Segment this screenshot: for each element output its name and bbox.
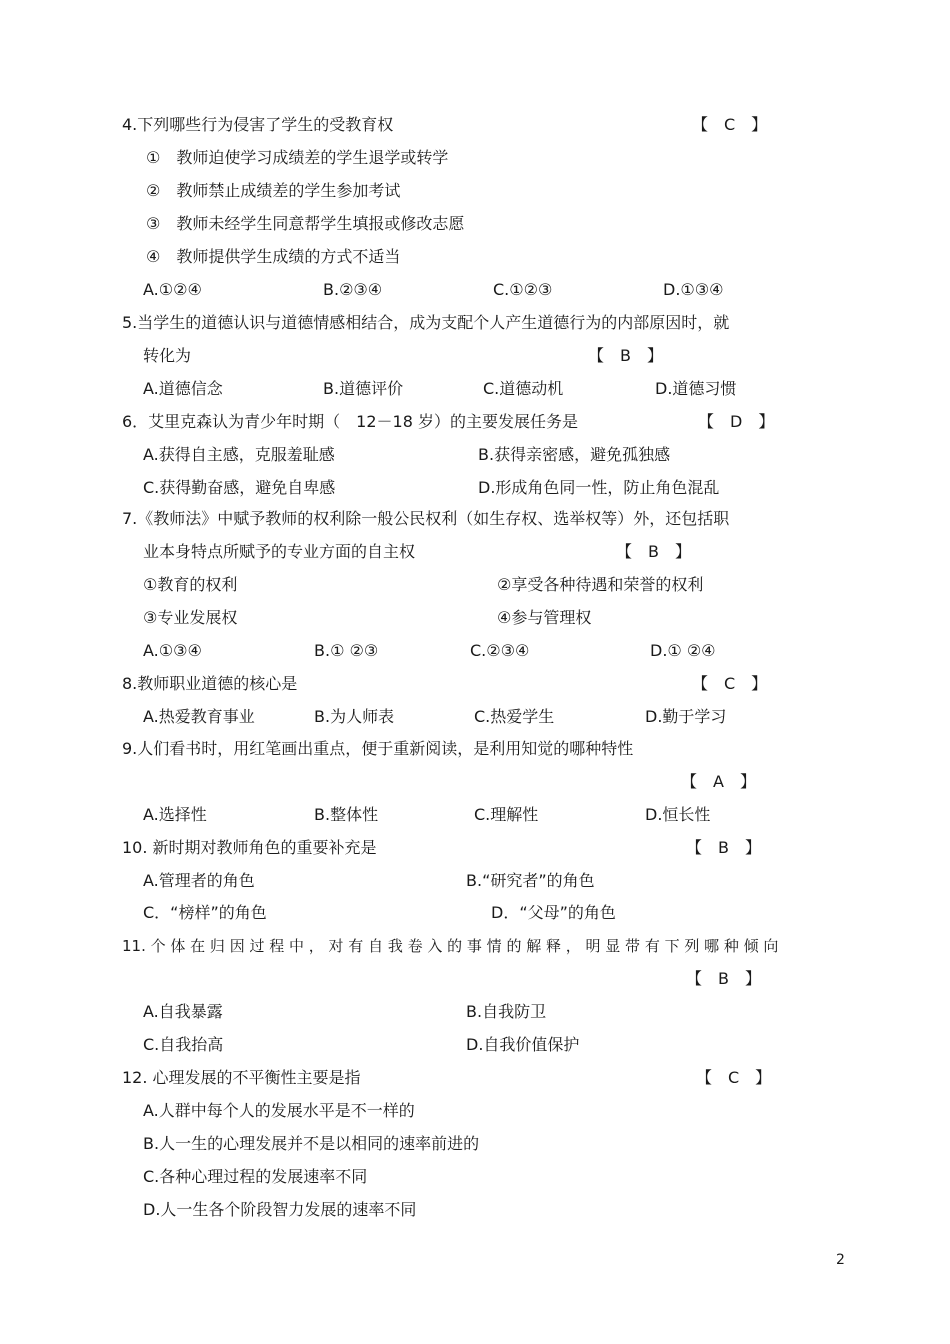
q12-option-a: A.人群中每个人的发展水平是不一样的 — [143, 1101, 415, 1120]
q10-option-b: B.“研究者”的角色 — [466, 871, 595, 890]
q5-answer: 【 B 】 — [588, 346, 663, 365]
q5-option-a: A.道德信念 — [143, 379, 223, 398]
q5-option-d: D.道德习惯 — [655, 379, 737, 398]
q11-option-d: D.自我价值保护 — [466, 1035, 580, 1054]
q4-answer: 【 C 】 — [692, 115, 768, 134]
q8-stem: 8.教师职业道德的核心是 — [122, 674, 298, 693]
q12-option-c: C.各种心理过程的发展速率不同 — [143, 1167, 368, 1186]
page-number: 2 — [836, 1252, 845, 1268]
q10-option-d: D．“父母”的角色 — [491, 903, 616, 922]
q10-stem: 10. 新时期对教师角色的重要补充是 — [122, 838, 377, 857]
q8-option-d: D.勤于学习 — [645, 707, 727, 726]
q5-option-b: B.道德评价 — [323, 379, 404, 398]
q6-option-a: A.获得自主感，克服羞耻感 — [143, 445, 335, 464]
q11-option-a: A.自我暴露 — [143, 1002, 223, 1021]
q7-option-b: B.① ②③ — [314, 641, 379, 660]
q7-item: ③专业发展权 — [143, 608, 238, 627]
q9-stem: 9.人们看书时，用红笔画出重点，便于重新阅读，是利用知觉的哪种特性 — [122, 739, 634, 758]
q10-option-c: C．“榜样”的角色 — [143, 903, 267, 922]
q11-option-c: C.自我抬高 — [143, 1035, 224, 1054]
q4-item: ④ 教师提供学生成绩的方式不适当 — [146, 247, 401, 266]
q11-answer: 【 B 】 — [686, 969, 761, 988]
q6-stem: 6．艾里克森认为青少年时期（ 12－18 岁）的主要发展任务是 — [122, 412, 578, 431]
q12-answer: 【 C 】 — [696, 1068, 772, 1087]
q4-option-c: C.①②③ — [493, 280, 553, 299]
q7-option-d: D.① ②④ — [650, 641, 716, 660]
q4-item: ① 教师迫使学习成绩差的学生退学或转学 — [146, 148, 449, 167]
q5-stem: 5.当学生的道德认识与道德情感相结合，成为支配个人产生道德行为的内部原因时，就 — [122, 313, 730, 332]
q7-item: ②享受各种待遇和荣誉的权利 — [497, 575, 704, 594]
q12-stem: 12. 心理发展的不平衡性主要是指 — [122, 1068, 361, 1087]
q7-item: ④参与管理权 — [497, 608, 592, 627]
q4-option-a: A.①②④ — [143, 280, 202, 299]
q4-option-d: D.①③④ — [663, 280, 724, 299]
q7-stem: 7.《教师法》中赋予教师的权利除一般公民权利（如生存权、选举权等）外，还包括职 — [122, 509, 730, 528]
q9-option-a: A.选择性 — [143, 805, 207, 824]
q9-answer: 【 A 】 — [681, 772, 756, 791]
q12-option-b: B.人一生的心理发展并不是以相同的速率前进的 — [143, 1134, 480, 1153]
q11-option-b: B.自我防卫 — [466, 1002, 547, 1021]
q6-option-d: D.形成角色同一性，防止角色混乱 — [478, 478, 720, 497]
q9-option-d: D.恒长性 — [645, 805, 711, 824]
q7-stem-cont: 业本身特点所赋予的专业方面的自主权 — [143, 542, 416, 561]
q7-item: ①教育的权利 — [143, 575, 238, 594]
q7-answer: 【 B 】 — [616, 542, 691, 561]
q8-option-a: A.热爱教育事业 — [143, 707, 255, 726]
q4-stem: 4.下列哪些行为侵害了学生的受教育权 — [122, 115, 394, 134]
q8-answer: 【 C 】 — [692, 674, 768, 693]
q6-option-b: B.获得亲密感，避免孤独感 — [478, 445, 671, 464]
q4-item: ③ 教师未经学生同意帮学生填报或修改志愿 — [146, 214, 465, 233]
q6-option-c: C.获得勤奋感，避免自卑感 — [143, 478, 336, 497]
q9-option-c: C.理解性 — [474, 805, 539, 824]
q5-stem-cont: 转化为 — [143, 346, 192, 365]
q4-item: ② 教师禁止成绩差的学生参加考试 — [146, 181, 401, 200]
q7-option-a: A.①③④ — [143, 641, 202, 660]
q5-option-c: C.道德动机 — [483, 379, 564, 398]
q8-option-c: C.热爱学生 — [474, 707, 555, 726]
q9-option-b: B.整体性 — [314, 805, 379, 824]
q4-option-b: B.②③④ — [323, 280, 383, 299]
q10-option-a: A.管理者的角色 — [143, 871, 255, 890]
q8-option-b: B.为人师表 — [314, 707, 395, 726]
q10-answer: 【 B 】 — [686, 838, 761, 857]
q11-stem: 11. 个 体 在 归 因 过 程 中 ， 对 有 自 我 卷 入 的 事 情 的 解 释 ， 明 显 带 有 下 列 哪 种 倾 向 — [122, 937, 779, 955]
q6-answer: 【 D 】 — [698, 412, 775, 431]
q12-option-d: D.人一生各个阶段智力发展的速率不同 — [143, 1200, 417, 1219]
q7-option-c: C.②③④ — [470, 641, 530, 660]
